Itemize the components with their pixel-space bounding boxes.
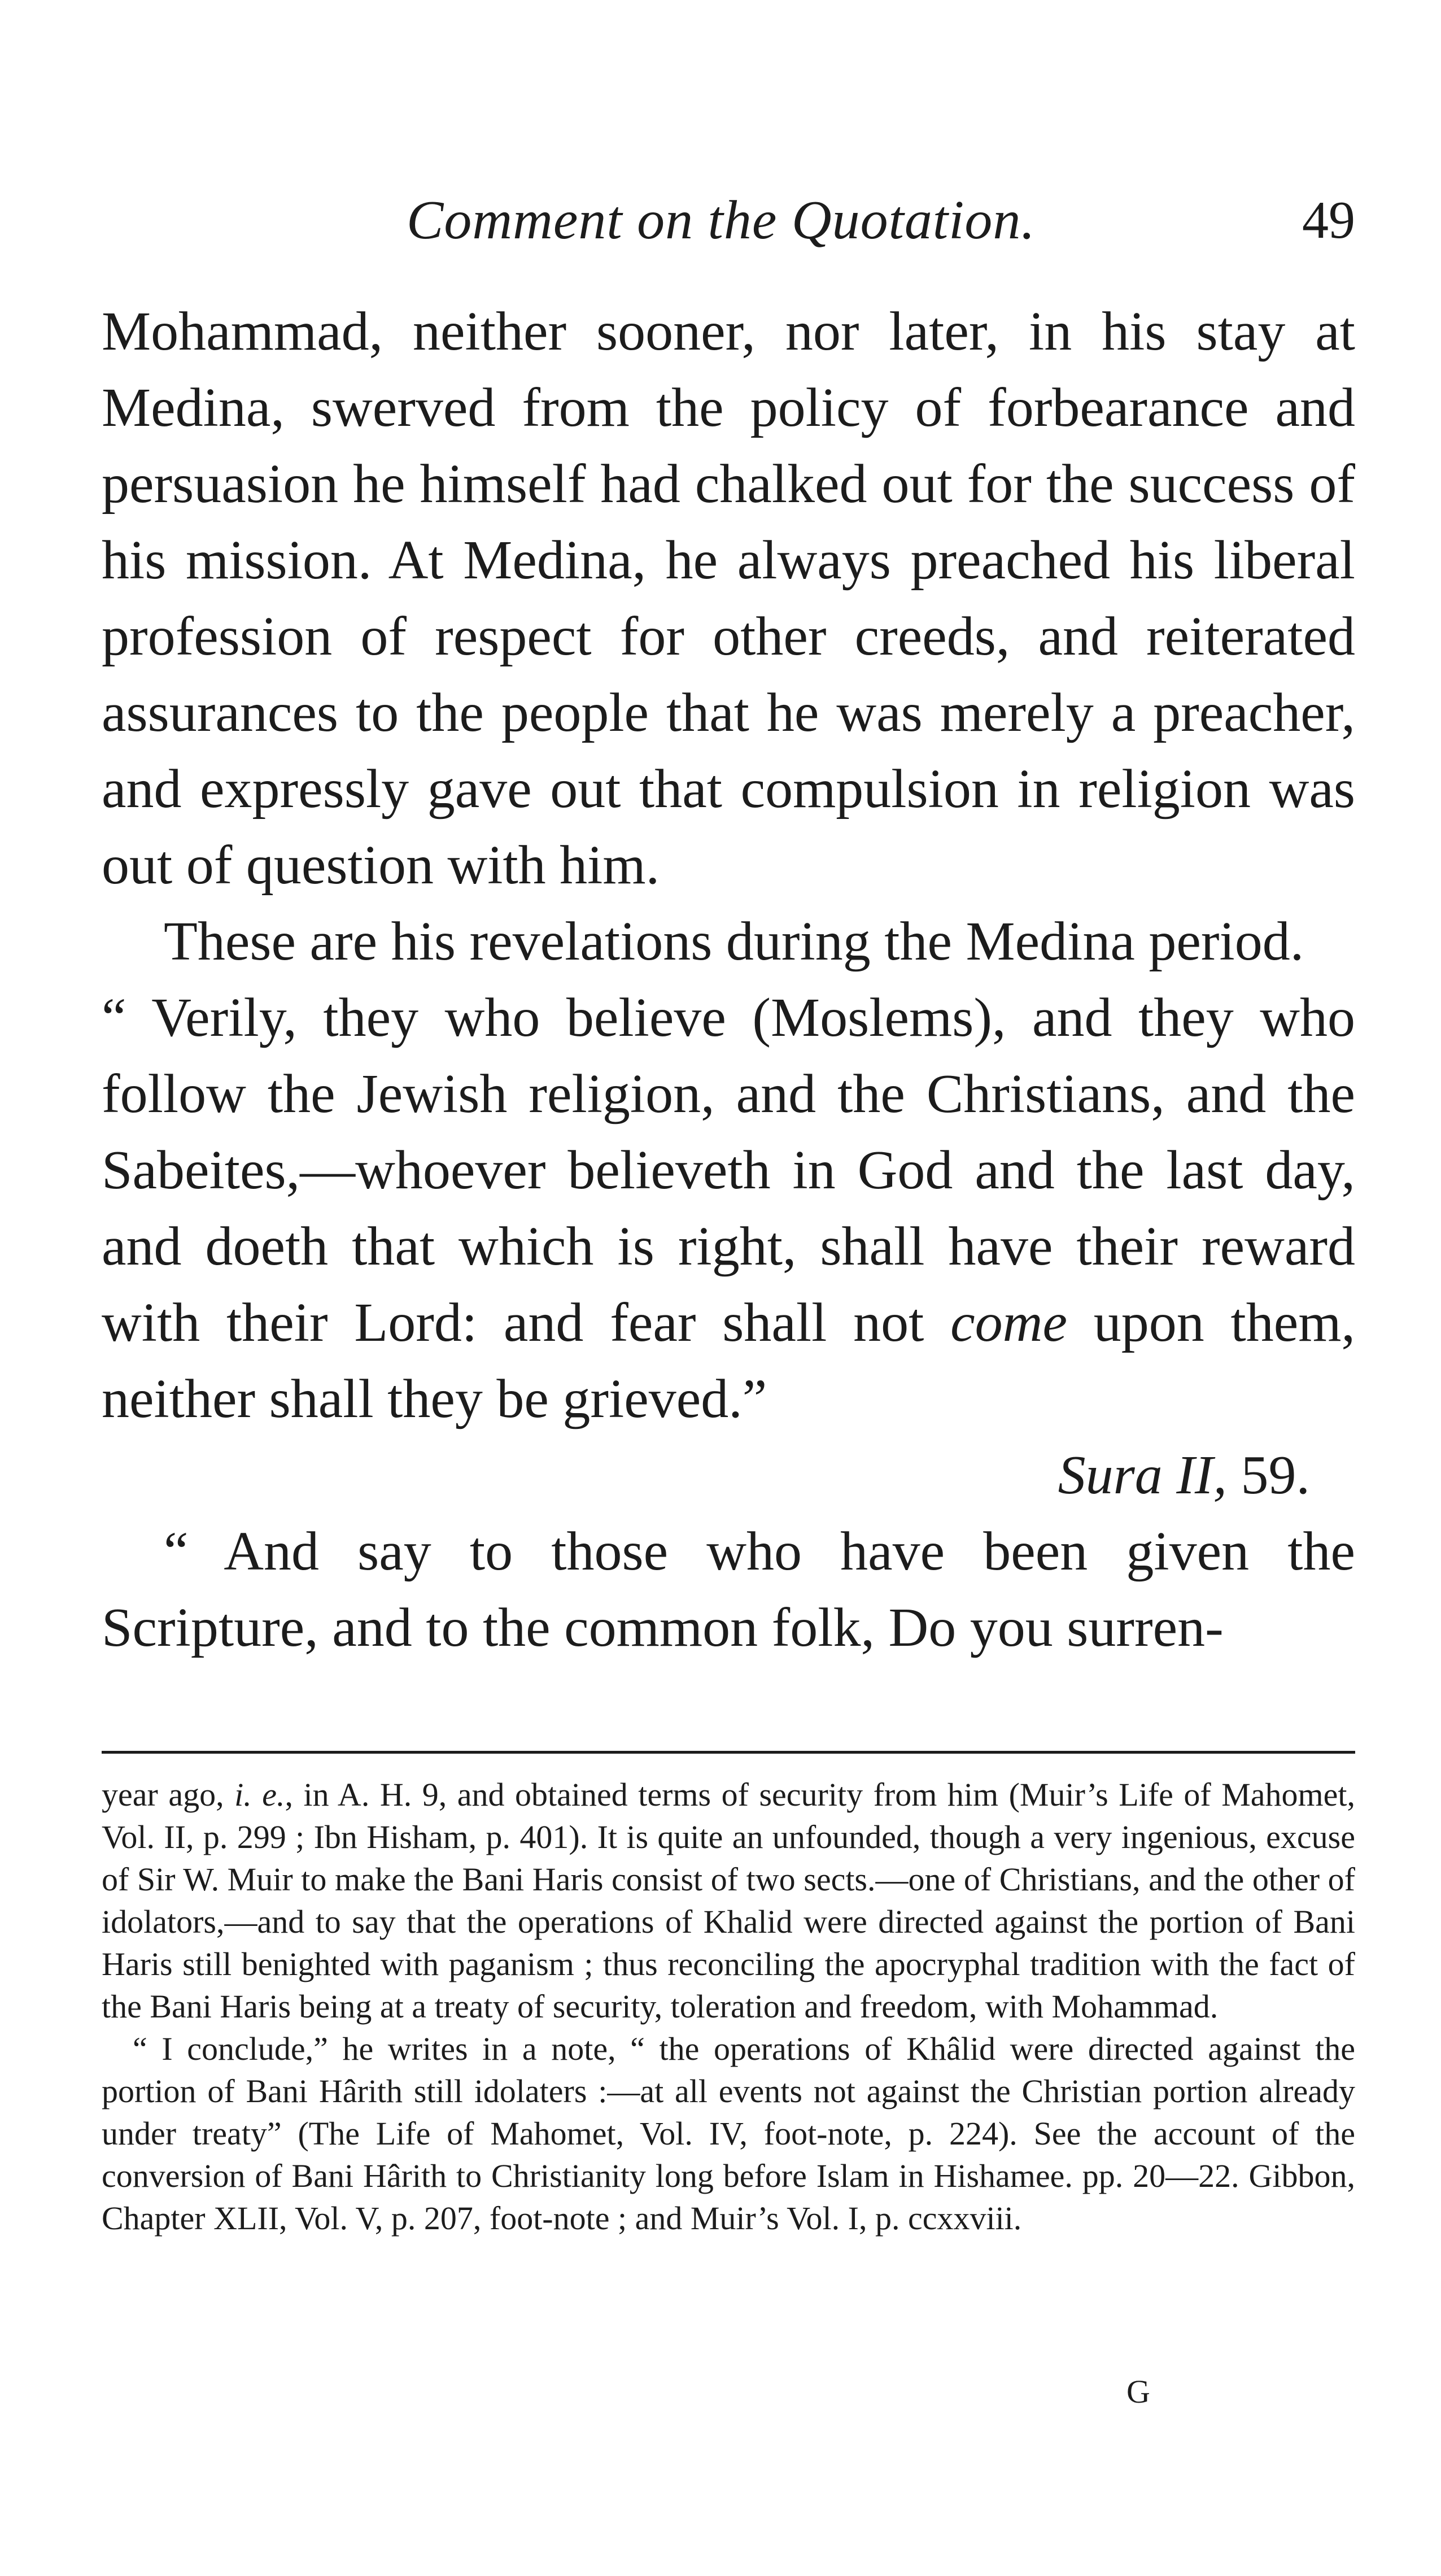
page-header (102, 186, 1355, 265)
quote-text-end: upon them, neither shall they be grieved.” (102, 1292, 1355, 1429)
footnotes (102, 1773, 1355, 2239)
main-text (102, 294, 1355, 1666)
paragraph-medina-policy: Mohammad, neither sooner, nor later, in his stay at Medina, swerved from the policy of forbearance and persuasion he himself had chalked out for the success of his mission. At Medina, he always preached his liberal profession of respect for other creeds, and reiterated assurances to the people that he was merely a preacher, and expressly gave out that compulsion in religion was out of question with him. (102, 301, 1355, 896)
footnote-text-rest: , in A. H. 9, and obtained terms of security from him (Muir’s Life of Mahomet, Vol. II, p. 299 ; Ibn Hisham, p. 401). It is quite an unfounded, though a very ingenious, excuse of Sir W. Muir to make the Bani Haris consist of two sects.—one of Christians, and the other of idolators,—and to say that the operations of Khalid were directed against the portion of Bani Haris still benighted with paganism ; thus reconciling the apocryphal tradition with the fact of the Bani Haris being at a treaty of security, toleration and freedom, with Mohammad. (102, 1776, 1356, 2025)
page-number: 49 (1302, 191, 1355, 250)
running-title: Comment on the Quotation. (407, 190, 1036, 251)
citation-number: 59. (1227, 1445, 1310, 1506)
citation-source: Sura II, (1058, 1445, 1227, 1506)
footnote-continued (102, 1773, 1355, 2028)
footnote-divider (102, 1751, 1355, 1754)
quote-text-start: “ Verily, they who believe (Moslems), and they who follow the Jewish religion, and the Christians, and the Sabeites,—whoever believeth in God and the last day, and doeth that which is right, shall have their reward with their Lord: and fear shall not (102, 987, 1355, 1353)
paragraph-revelations-intro: These are his revelations during the Medina period. (164, 911, 1304, 972)
signature-mark: G (1126, 2373, 1150, 2410)
quotation-citation (102, 1437, 1355, 1514)
quote-italic-word: come (950, 1292, 1067, 1353)
quotation-and-say: “ And say to those who have been given the Scripture, and to the common folk, Do you surren- (102, 1521, 1355, 1658)
footnote-italic-abbrev: i. e. (234, 1776, 285, 1813)
footnote-muir-quote: “ I conclude,” he writes in a note, “ the operations of Khâlid were directed against the portion of Bani Hârith still idolaters :—at all events not against the Christian portion already under treaty” (The Life of Mahomet, Vol. IV, foot-note, p. 224). See the account of the conversion of Bani Hârith to Christianity long before Islam in Hishamee. pp. 20—22. Gibbon, Chapter XLII, Vol. V, p. 207, foot-note ; and Muir’s Vol. I, p. ccxxviii. (102, 2030, 1355, 2237)
quotation-verily (102, 980, 1355, 1437)
footnote-text-start: year ago, (102, 1776, 235, 1813)
